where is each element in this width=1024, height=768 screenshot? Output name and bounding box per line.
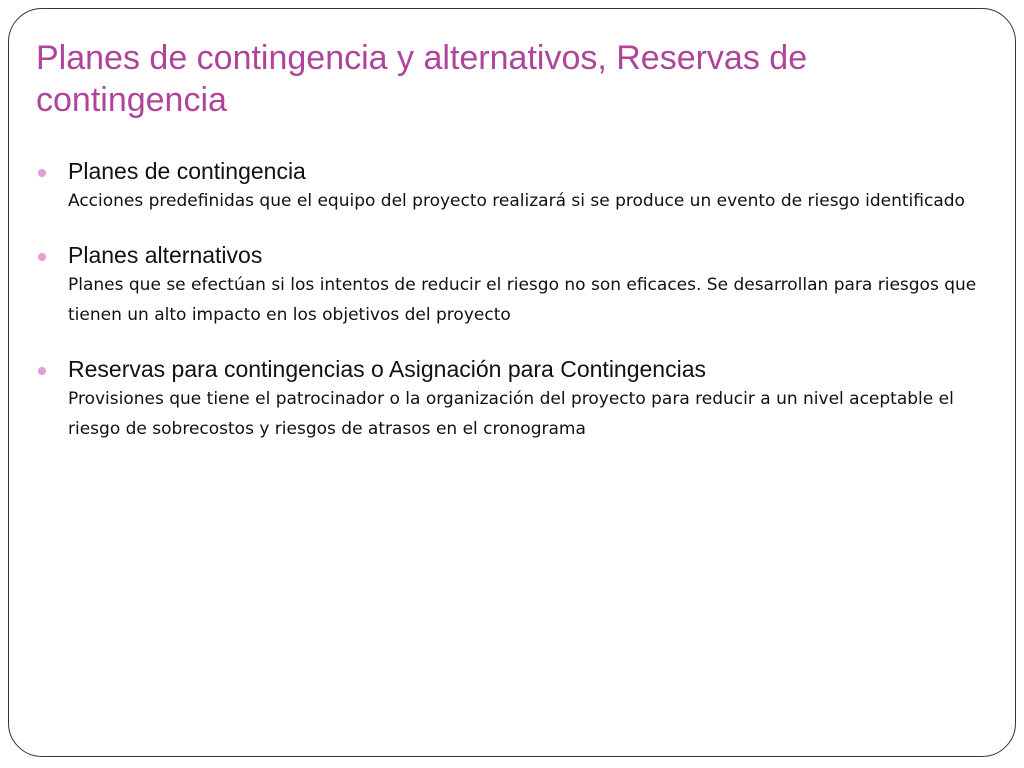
bullet-heading: Reservas para contingencias o Asignación para Contingencias bbox=[68, 356, 707, 382]
bullet-dot-icon bbox=[38, 253, 46, 261]
bullet-heading: Planes de contingencia bbox=[68, 158, 306, 184]
bullet-description: Acciones predefinidas que el equipo del proyecto realizará si se produce un evento de riesgo identificado bbox=[68, 191, 965, 211]
bullet-item-planes-alternativos bbox=[35, 240, 1000, 330]
bullet-item-planes-de-contingencia bbox=[35, 156, 1000, 216]
slide-frame bbox=[8, 8, 1016, 757]
bullet-item-reservas-para-contingencias bbox=[35, 354, 1000, 444]
slide-title: Planes de contingencia y alternativos, Reservas de contingencia bbox=[36, 39, 808, 119]
bullet-dot-icon bbox=[38, 367, 46, 375]
bullet-description: Planes que se efectúan si los intentos de reducir el riesgo no son eficaces. Se desarrollan para riesgos que tienen un alto impacto en los objetivos del proyecto bbox=[68, 275, 977, 325]
bullet-description: Provisiones que tiene el patrocinador o la organización del proyecto para reducir a un nivel aceptable el riesgo de sobrecostos y riesgos de atrasos en el cronograma bbox=[68, 389, 954, 439]
bullet-list bbox=[35, 156, 1000, 468]
bullet-dot-icon bbox=[38, 169, 46, 177]
bullet-heading: Planes alternativos bbox=[68, 242, 263, 268]
